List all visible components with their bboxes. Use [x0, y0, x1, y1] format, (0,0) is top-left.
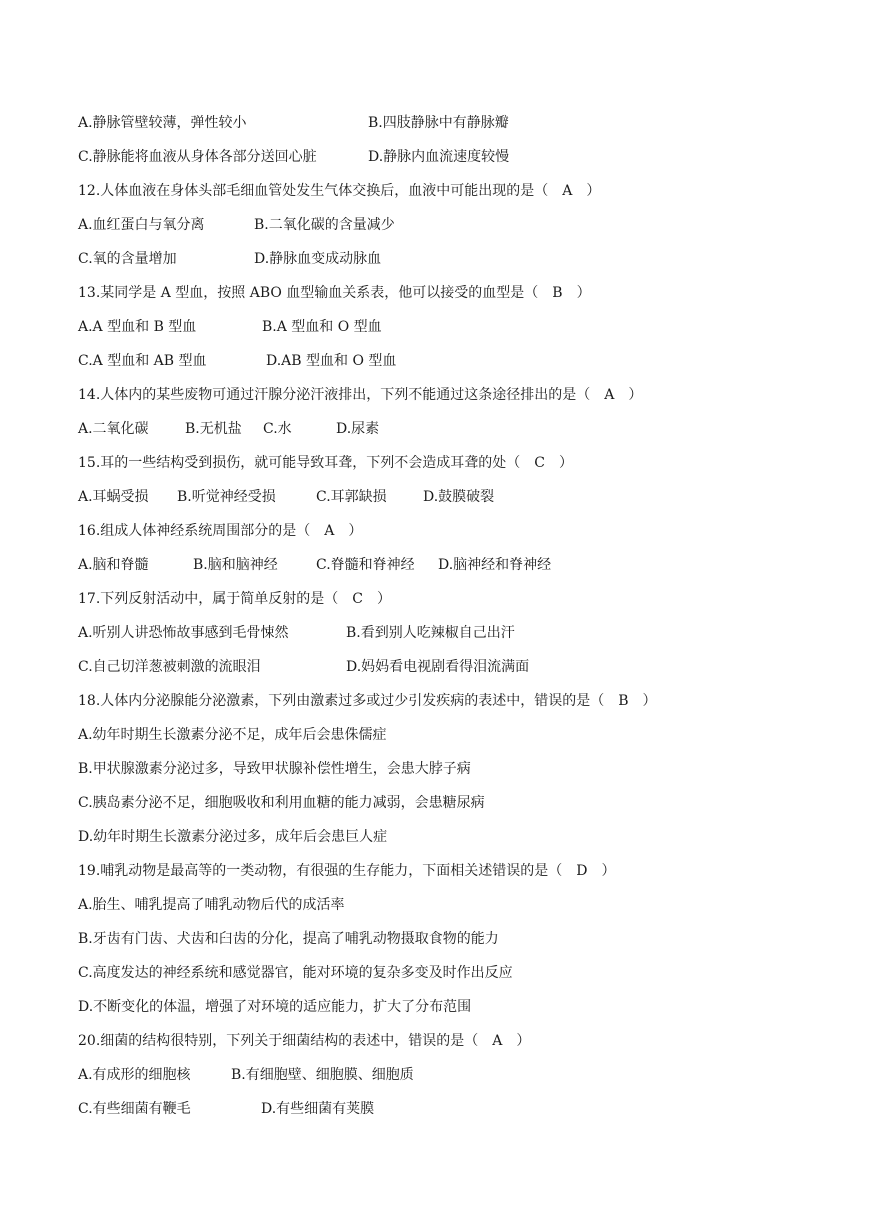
- option-d: D.脑神经和脊神经: [438, 557, 552, 573]
- option-row: [78, 825, 838, 859]
- option-b: B.二氧化碳的含量减少: [254, 217, 395, 233]
- question-20: [78, 1029, 838, 1063]
- option-row: [78, 349, 838, 383]
- question-text: 18.人体内分泌腺能分泌激素，下列由激素过多或过少引发疾病的表述中，错误的是（ B ）: [78, 693, 657, 709]
- option-row: [78, 791, 838, 825]
- question-text: 13.某同学是 A 型血，按照 ABO 血型输血关系表，他可以接受的血型是（ B ）: [78, 285, 591, 301]
- option-b: B.脑和脑神经: [193, 557, 278, 573]
- option-row: [78, 553, 838, 587]
- option-row: [78, 213, 838, 247]
- option-d: D.静脉内血流速度较慢: [368, 149, 510, 165]
- option-a: A.二氧化碳: [78, 421, 149, 437]
- question-list: [78, 111, 838, 1131]
- option-row: [78, 995, 838, 1029]
- question-text: 19.哺乳动物是最高等的一类动物，有很强的生存能力，下面相关述错误的是（ D ）: [78, 863, 616, 879]
- option-c: C.有些细菌有鞭毛: [78, 1101, 191, 1117]
- question-19: [78, 859, 838, 893]
- option-row: [78, 655, 838, 689]
- option-a: A.耳蜗受损: [78, 489, 149, 505]
- question-text: 17.下列反射活动中，属于简单反射的是（ C ）: [78, 591, 391, 607]
- option-c: C.高度发达的神经系统和感觉器官，能对环境的复杂多变及时作出反应: [78, 965, 513, 981]
- option-b: B.A 型血和 O 型血: [262, 319, 382, 335]
- option-row: [78, 417, 838, 451]
- option-b: B.看到别人吃辣椒自己出汗: [346, 625, 515, 641]
- option-row: [78, 893, 838, 927]
- option-d: D.妈妈看电视剧看得泪流满面: [346, 659, 530, 675]
- question-text: 16.组成人体神经系统周围部分的是（ A ）: [78, 523, 363, 539]
- option-c: C.水: [263, 421, 292, 437]
- option-row: [78, 1097, 838, 1131]
- option-c: C.胰岛素分泌不足，细胞吸收和利用血糖的能力减弱，会患糖尿病: [78, 795, 485, 811]
- option-d: D.幼年时期生长激素分泌过多，成年后会患巨人症: [78, 829, 388, 845]
- option-row: [78, 927, 838, 961]
- option-b: B.听觉神经受损: [177, 489, 276, 505]
- option-row: [78, 247, 838, 281]
- option-d: D.尿素: [336, 421, 380, 437]
- question-text: 15.耳的一些结构受到损伤，就可能导致耳聋，下列不会造成耳聋的处（ C ）: [78, 455, 573, 471]
- option-a: A.有成形的细胞核: [78, 1067, 191, 1083]
- option-a: A.静脉管壁较薄，弹性较小: [78, 115, 247, 131]
- option-b: B.四肢静脉中有静脉瓣: [368, 115, 509, 131]
- option-a: A.A 型血和 B 型血: [78, 319, 197, 335]
- question-13: [78, 281, 838, 315]
- option-c: C.耳郭缺损: [316, 489, 387, 505]
- question-14: [78, 383, 838, 417]
- option-c: C.自己切洋葱被刺激的流眼泪: [78, 659, 261, 675]
- option-row: [78, 145, 838, 179]
- option-a: A.听别人讲恐怖故事感到毛骨悚然: [78, 625, 289, 641]
- option-c: C.脊髓和脊神经: [316, 557, 415, 573]
- option-a: A.幼年时期生长激素分泌不足，成年后会患侏儒症: [78, 727, 387, 743]
- option-row: [78, 757, 838, 791]
- option-row: [78, 315, 838, 349]
- question-text: 20.细菌的结构很特别，下列关于细菌结构的表述中，错误的是（ A ）: [78, 1033, 531, 1049]
- option-d: D.鼓膜破裂: [423, 489, 495, 505]
- option-a: A.胎生、哺乳提高了哺乳动物后代的成活率: [78, 897, 345, 913]
- question-18: [78, 689, 838, 723]
- question-text: 12.人体血液在身体头部毛细血管处发生气体交换后，血液中可能出现的是（ A ）: [78, 183, 601, 199]
- option-c: C.静脉能将血液从身体各部分送回心脏: [78, 149, 317, 165]
- question-text: 14.人体内的某些废物可通过汗腺分泌汗液排出，下列不能通过这条途径排出的是（ A ）: [78, 387, 643, 403]
- option-c: C.氧的含量增加: [78, 251, 177, 267]
- option-b: B.有细胞壁、细胞膜、细胞质: [231, 1067, 414, 1083]
- question-16: [78, 519, 838, 553]
- option-b: B.甲状腺激素分泌过多，导致甲状腺补偿性增生，会患大脖子病: [78, 761, 471, 777]
- question-17: [78, 587, 838, 621]
- option-d: D.有些细菌有荚膜: [261, 1101, 375, 1117]
- option-d: D.静脉血变成动脉血: [254, 251, 382, 267]
- option-row: [78, 723, 838, 757]
- option-row: [78, 961, 838, 995]
- option-a: A.血红蛋白与氧分离: [78, 217, 205, 233]
- option-row: [78, 1063, 838, 1097]
- question-12: [78, 179, 838, 213]
- option-row: [78, 111, 838, 145]
- option-b: B.牙齿有门齿、犬齿和臼齿的分化，提高了哺乳动物摄取食物的能力: [78, 931, 499, 947]
- option-c: C.A 型血和 AB 型血: [78, 353, 207, 369]
- option-d: D.不断变化的体温，增强了对环境的适应能力，扩大了分布范围: [78, 999, 472, 1015]
- option-d: D.AB 型血和 O 型血: [266, 353, 397, 369]
- question-15: [78, 451, 838, 485]
- option-a: A.脑和脊髓: [78, 557, 149, 573]
- option-row: [78, 485, 838, 519]
- option-b: B.无机盐: [185, 421, 242, 437]
- option-row: [78, 621, 838, 655]
